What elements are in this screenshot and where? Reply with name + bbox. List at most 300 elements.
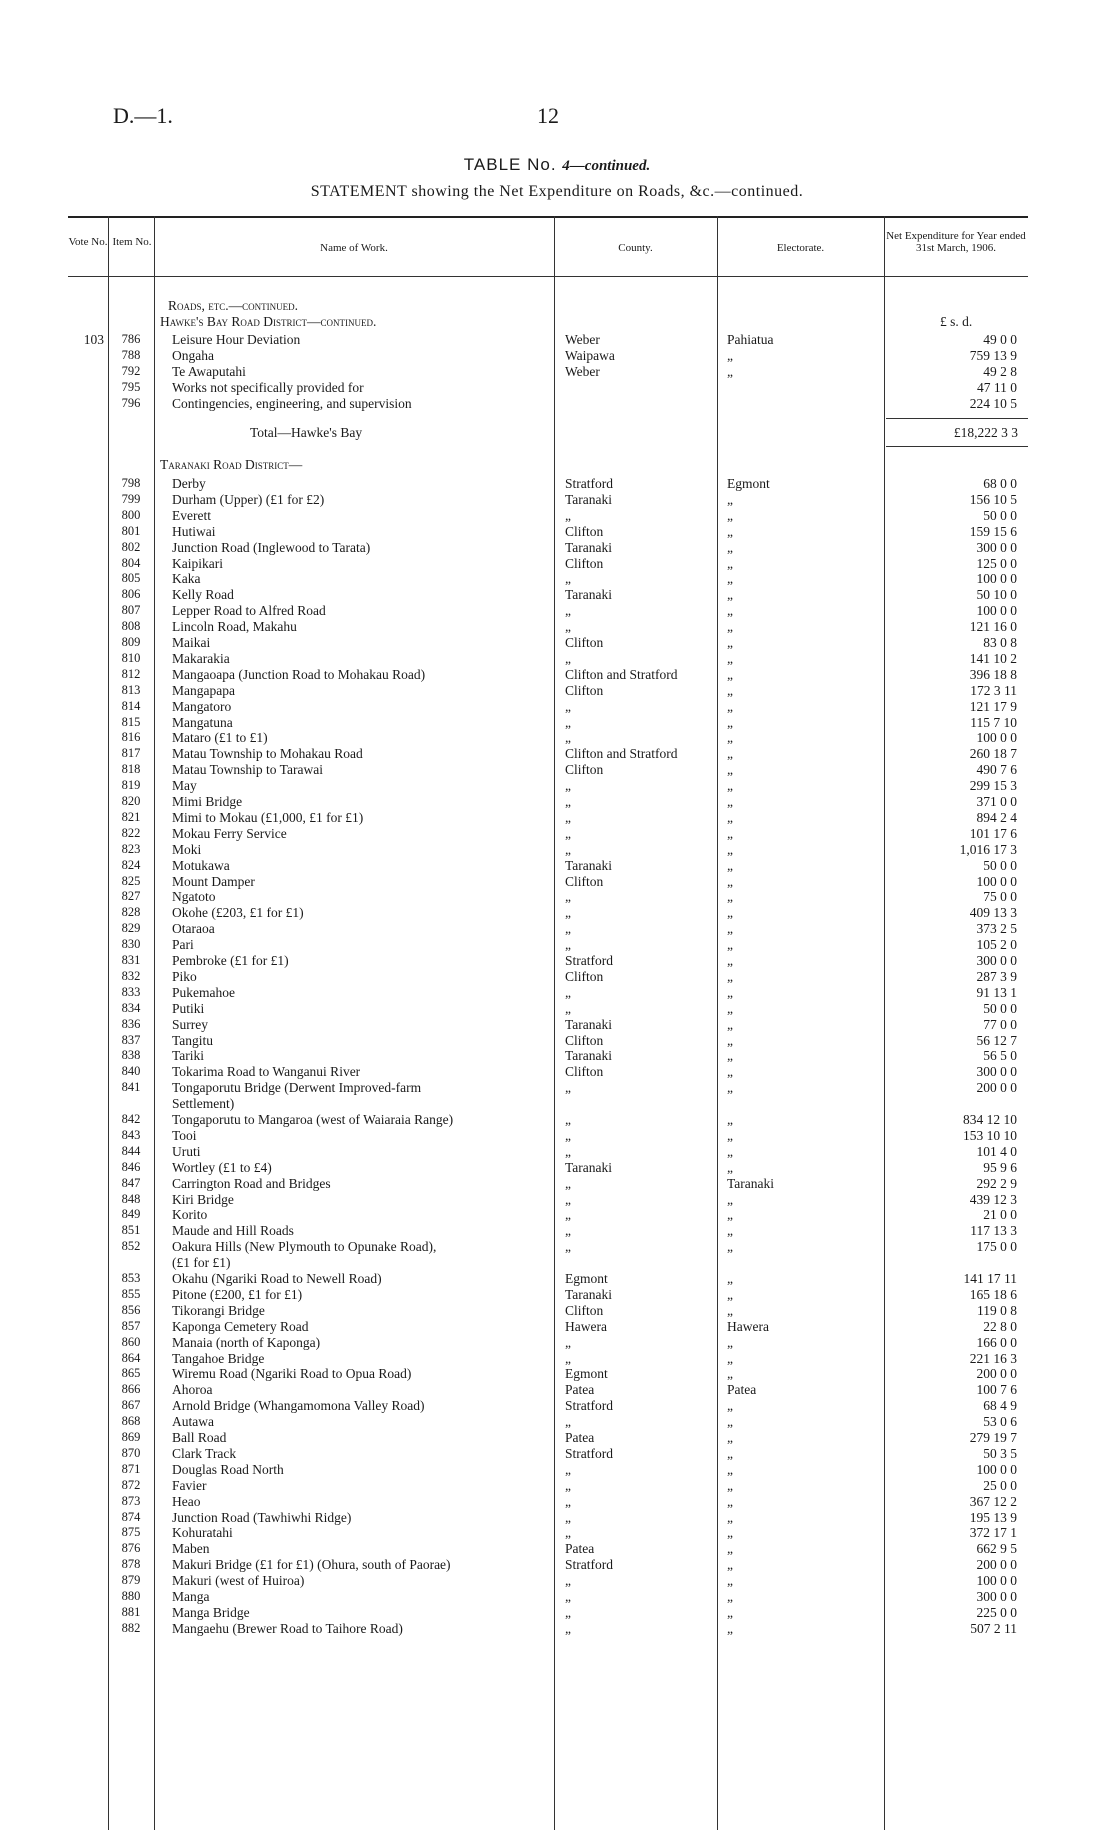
work-name: Douglas Road North (172, 1461, 284, 1477)
work-name: May (172, 778, 197, 794)
item-number: 816 (121, 730, 141, 745)
item-number: 812 (121, 666, 141, 681)
county: „ (565, 825, 571, 841)
work-name: Mataro (£1 to £1) (172, 730, 268, 746)
net-expenditure: 372 17 1 (969, 1525, 1017, 1541)
work-name: Kaponga Cemetery Road (172, 1318, 309, 1334)
county: „ (565, 1143, 571, 1159)
work-name: Ngatoto (172, 889, 216, 905)
work-name: Kiri Bridge (172, 1191, 234, 1207)
work-name: Mangatuna (172, 714, 233, 730)
county: Clifton (565, 523, 604, 539)
work-name: Makuri Bridge (£1 for £1) (Ohura, south of Paorae) (172, 1557, 451, 1573)
item-number: 823 (121, 841, 141, 856)
header-county: County. (618, 242, 653, 254)
county: Clifton and Stratford (565, 666, 678, 682)
work-name: Derby (172, 476, 206, 491)
electorate: „ (727, 809, 733, 825)
work-name: Lepper Road to Alfred Road (172, 603, 326, 619)
item-number: 792 (121, 363, 141, 378)
electorate: „ (727, 1557, 733, 1573)
county: „ (565, 778, 571, 794)
work-name: Works not specifically provided for (172, 379, 364, 395)
electorate: „ (727, 1430, 733, 1445)
net-expenditure: 91 13 1 (976, 984, 1017, 1000)
page-number: 12 (537, 103, 559, 128)
electorate: „ (727, 1159, 733, 1175)
item-number: 868 (121, 1414, 141, 1429)
work-name: Pukemahoe (172, 984, 235, 1000)
county: Stratford (565, 476, 613, 491)
item-number: 852 (121, 1239, 141, 1254)
work-name: Contingencies, engineering, and supervision (172, 395, 412, 411)
item-number: 846 (121, 1159, 141, 1174)
net-expenditure: 22 8 0 (983, 1318, 1017, 1334)
county: „ (565, 1620, 571, 1636)
work-name: Pembroke (£1 for £1) (172, 953, 289, 968)
electorate: „ (727, 1207, 733, 1223)
county: Clifton (565, 682, 604, 698)
item-number: 800 (121, 507, 141, 522)
net-expenditure: 490 7 6 (976, 762, 1017, 778)
item-number: 817 (121, 746, 141, 761)
net-expenditure: 50 3 5 (983, 1445, 1017, 1461)
net-expenditure: 141 17 11 (963, 1271, 1017, 1286)
net-expenditure: 77 0 0 (983, 1016, 1017, 1032)
electorate: „ (727, 1477, 733, 1493)
net-expenditure: 224 10 5 (969, 395, 1017, 411)
col-divider-item (154, 216, 155, 1830)
item-number: 805 (121, 571, 141, 586)
county: Weber (565, 332, 600, 347)
work-name: Tongaporutu to Mangaroa (west of Waiaraia Range) (172, 1112, 454, 1127)
work-name: Heao (172, 1493, 201, 1509)
net-expenditure: 100 0 0 (976, 730, 1017, 746)
work-name: Tooi (172, 1127, 197, 1143)
item-number: 844 (121, 1143, 141, 1158)
county: Clifton (565, 968, 604, 984)
col-divider-county (717, 216, 718, 1830)
item-number: 853 (121, 1271, 141, 1285)
work-name: Mount Damper (172, 873, 255, 889)
work-name: Makuri (west of Huiroa) (172, 1573, 305, 1589)
item-number: 809 (121, 635, 141, 649)
item-number: 872 (121, 1477, 141, 1492)
net-expenditure: 115 7 10 (970, 714, 1017, 730)
work-name: Putiki (172, 1000, 205, 1016)
hawkes-total-value: £18,222 3 3 (953, 425, 1018, 440)
county: „ (565, 730, 571, 746)
electorate: „ (727, 587, 733, 603)
item-number: 818 (121, 762, 141, 777)
net-expenditure: 49 0 0 (983, 332, 1017, 347)
net-expenditure: 49 2 8 (983, 363, 1017, 379)
work-name: Mangapapa (172, 682, 235, 698)
net-expenditure: 894 2 4 (976, 809, 1017, 825)
item-number: 867 (121, 1398, 141, 1413)
county: Stratford (565, 1445, 613, 1461)
work-name: Favier (172, 1477, 207, 1493)
county: Taranaki (565, 587, 613, 603)
net-expenditure: 175 0 0 (976, 1239, 1017, 1255)
item-number: 851 (121, 1223, 141, 1238)
item-number: 806 (121, 587, 141, 602)
item-number: 820 (121, 794, 141, 808)
electorate: „ (727, 1525, 733, 1541)
county: „ (565, 809, 571, 825)
net-expenditure: 125 0 0 (976, 555, 1017, 571)
work-name: Pitone (£200, £1 for £1) (172, 1286, 303, 1302)
county: „ (565, 1080, 571, 1096)
work-name: Tangahoe Bridge (172, 1350, 265, 1366)
item-number: 804 (121, 555, 141, 570)
net-expenditure: 159 15 6 (969, 523, 1017, 539)
total-rule (886, 446, 1028, 447)
net-expenditure: 260 18 7 (969, 746, 1017, 762)
work-name: Oakura Hills (New Plymouth to Opunake Road), (172, 1239, 437, 1255)
item-number: 841 (121, 1080, 141, 1095)
item-number: 821 (121, 809, 141, 824)
electorate: „ (727, 730, 733, 746)
county: „ (565, 905, 571, 921)
electorate: „ (727, 682, 733, 698)
electorate: „ (727, 857, 733, 873)
electorate: „ (727, 1080, 733, 1096)
net-expenditure: 56 12 7 (976, 1032, 1017, 1048)
electorate: „ (727, 523, 733, 539)
item-number: 828 (121, 905, 141, 920)
item-number: 864 (121, 1350, 141, 1365)
net-expenditure: 373 2 5 (976, 921, 1017, 937)
electorate: Pahiatua (727, 332, 774, 347)
electorate: „ (727, 1286, 733, 1302)
electorate: „ (727, 762, 733, 778)
county: „ (565, 650, 571, 666)
work-name: Junction Road (Inglewood to Tarata) (172, 539, 371, 555)
net-expenditure: 50 0 0 (983, 857, 1017, 873)
item-number: 881 (121, 1604, 141, 1619)
county: „ (565, 1223, 571, 1239)
section-taranaki: Taranaki Road District— (160, 457, 303, 472)
net-expenditure: 50 10 0 (976, 587, 1017, 603)
county: „ (565, 1477, 571, 1493)
item-number: 856 (121, 1302, 141, 1317)
item-number: 875 (121, 1525, 141, 1540)
work-name: Surrey (172, 1016, 208, 1032)
electorate: „ (727, 1302, 733, 1318)
net-expenditure: 100 0 0 (976, 1461, 1017, 1477)
item-number: 810 (121, 650, 141, 665)
electorate: „ (727, 635, 733, 650)
work-name: Matau Township to Tarawai (172, 762, 323, 778)
county: „ (565, 1112, 571, 1127)
electorate: „ (727, 650, 733, 666)
work-name: Korito (172, 1207, 208, 1223)
net-expenditure: 100 0 0 (976, 603, 1017, 619)
item-number: 830 (121, 937, 141, 952)
net-expenditure: 68 0 0 (983, 476, 1017, 491)
electorate: „ (727, 555, 733, 571)
work-name: Otaraoa (172, 921, 215, 937)
county: „ (565, 507, 571, 523)
work-name: Tangitu (172, 1032, 214, 1048)
county: Taranaki (565, 1159, 613, 1175)
work-name: Mangaehu (Brewer Road to Taihore Road) (172, 1620, 403, 1636)
county: Egmont (565, 1366, 608, 1382)
net-expenditure: 759 13 9 (969, 347, 1017, 363)
item-number: 824 (121, 857, 141, 872)
county: Clifton (565, 873, 604, 889)
item-number: 874 (121, 1509, 141, 1524)
net-expenditure: 200 0 0 (976, 1366, 1017, 1382)
work-name: Tongaporutu Bridge (Derwent Improved-farm (172, 1080, 422, 1096)
net-expenditure: 300 0 0 (976, 539, 1017, 555)
item-number: 834 (121, 1000, 141, 1015)
county: Waipawa (565, 347, 615, 363)
net-expenditure: 165 18 6 (969, 1286, 1017, 1302)
item-number: 849 (121, 1207, 141, 1222)
item-number: 802 (121, 539, 141, 554)
county: „ (565, 1239, 571, 1255)
work-name: Motukawa (172, 857, 230, 873)
item-number: 836 (121, 1016, 141, 1031)
electorate: Patea (727, 1382, 757, 1398)
table-title (0, 155, 1114, 175)
col-divider-name (554, 216, 555, 1830)
item-number: 838 (121, 1048, 141, 1063)
net-expenditure: 100 7 6 (976, 1382, 1017, 1398)
net-expenditure: 119 0 8 (977, 1302, 1017, 1318)
electorate: „ (727, 1573, 733, 1589)
item-number: 880 (121, 1589, 141, 1603)
county: Clifton (565, 555, 604, 571)
item-number: 833 (121, 984, 141, 999)
item-number: 842 (121, 1112, 141, 1126)
work-name: Mimi to Mokau (£1,000, £1 for £1) (172, 809, 364, 825)
electorate: „ (727, 1000, 733, 1016)
county: „ (565, 1207, 571, 1223)
county: „ (565, 1493, 571, 1509)
work-name: Maikai (172, 635, 211, 650)
work-name: Wiremu Road (Ngariki Road to Opua Road) (172, 1366, 412, 1382)
county: „ (565, 921, 571, 937)
electorate: „ (727, 571, 733, 587)
net-expenditure: 662 9 5 (976, 1541, 1017, 1557)
electorate: Egmont (727, 476, 770, 491)
county: „ (565, 1604, 571, 1620)
county: Patea (565, 1541, 595, 1557)
electorate: „ (727, 825, 733, 841)
electorate: „ (727, 1350, 733, 1366)
item-number: 795 (121, 379, 141, 394)
electorate: „ (727, 1032, 733, 1048)
item-number: 871 (121, 1461, 141, 1476)
work-name: Clark Track (172, 1445, 237, 1461)
county: Taranaki (565, 491, 613, 507)
county: Taranaki (565, 539, 613, 555)
electorate: „ (727, 1271, 733, 1286)
net-expenditure: 300 0 0 (976, 953, 1017, 968)
electorate: „ (727, 1461, 733, 1477)
electorate: „ (727, 1366, 733, 1382)
net-expenditure: 166 0 0 (976, 1334, 1017, 1350)
electorate: „ (727, 666, 733, 682)
electorate: „ (727, 539, 733, 555)
electorate: „ (727, 905, 733, 921)
item-number: 799 (121, 491, 141, 506)
item-number: 813 (121, 682, 141, 697)
item-number: 801 (121, 523, 141, 538)
electorate: „ (727, 921, 733, 937)
item-number: 808 (121, 619, 141, 634)
electorate: „ (727, 1604, 733, 1620)
electorate: „ (727, 1223, 733, 1239)
work-name: Uruti (172, 1143, 201, 1159)
county: „ (565, 1509, 571, 1525)
work-name: Kaipikari (172, 555, 223, 571)
electorate: „ (727, 1445, 733, 1461)
county: „ (565, 984, 571, 1000)
net-expenditure: 47 11 0 (977, 379, 1017, 395)
work-name: Wortley (£1 to £4) (172, 1159, 272, 1175)
work-name: Manga (172, 1589, 210, 1604)
work-name: Carrington Road and Bridges (172, 1175, 331, 1191)
net-expenditure: 121 16 0 (969, 619, 1017, 635)
net-expenditure: 300 0 0 (976, 1064, 1017, 1080)
electorate: „ (727, 363, 733, 379)
net-expenditure: 68 4 9 (983, 1398, 1017, 1414)
net-expenditure: 141 10 2 (969, 650, 1017, 666)
work-name: Manga Bridge (172, 1604, 250, 1620)
col-divider-vote (108, 216, 109, 1830)
net-expenditure: 225 0 0 (976, 1604, 1017, 1620)
item-number: 860 (121, 1334, 141, 1349)
county: Taranaki (565, 1016, 613, 1032)
electorate: „ (727, 1048, 733, 1064)
item-number: 879 (121, 1573, 141, 1588)
electorate: „ (727, 1493, 733, 1509)
net-expenditure: 21 0 0 (983, 1207, 1017, 1223)
work-name: Mangatoro (172, 698, 232, 714)
county: „ (565, 603, 571, 619)
electorate: „ (727, 714, 733, 730)
net-expenditure: 299 15 3 (969, 778, 1017, 794)
net-expenditure: 287 3 9 (976, 968, 1017, 984)
work-name: Arnold Bridge (Whangamomona Valley Road) (172, 1398, 425, 1414)
work-name: Matau Township to Mohakau Road (172, 746, 363, 762)
net-expenditure: 83 0 8 (983, 635, 1017, 650)
header-electorate: Electorate. (776, 242, 825, 254)
work-name: Makarakia (172, 650, 230, 666)
net-expenditure: 75 0 0 (983, 889, 1017, 905)
item-number: 822 (121, 825, 141, 840)
county: Egmont (565, 1271, 608, 1286)
item-number: 873 (121, 1493, 141, 1508)
item-number: 786 (121, 332, 141, 346)
statement-heading: STATEMENT showing the Net Expenditure on Roads, &c.—continued. (310, 183, 804, 200)
electorate: „ (727, 1191, 733, 1207)
electorate: „ (727, 507, 733, 523)
item-number: 796 (121, 395, 141, 410)
item-number: 855 (121, 1286, 141, 1301)
item-number: 807 (121, 603, 141, 618)
table-number: 4—continued. (562, 158, 651, 174)
item-number: 827 (121, 889, 141, 904)
county: „ (565, 619, 571, 635)
electorate: „ (727, 491, 733, 507)
electorate: „ (727, 1589, 733, 1604)
county: „ (565, 841, 571, 857)
county: Hawera (565, 1318, 607, 1334)
electorate: „ (727, 937, 733, 953)
county: „ (565, 1589, 571, 1604)
item-number: 878 (121, 1557, 141, 1572)
table-title-label: TABLE No. (463, 155, 557, 174)
item-number: 869 (121, 1430, 141, 1444)
county: „ (565, 1191, 571, 1207)
work-name: (£1 for £1) (172, 1255, 231, 1271)
net-expenditure: 100 0 0 (976, 873, 1017, 889)
county: Clifton (565, 1064, 604, 1080)
county: Weber (565, 363, 600, 379)
work-name: Piko (172, 968, 197, 984)
net-expenditure: 100 0 0 (976, 1573, 1017, 1589)
electorate: „ (727, 1541, 733, 1557)
item-number: 882 (121, 1620, 141, 1635)
work-name: Okohe (£203, £1 for £1) (172, 905, 304, 921)
county: „ (565, 889, 571, 905)
electorate: „ (727, 619, 733, 635)
item-number: 847 (121, 1175, 141, 1190)
electorate: „ (727, 1112, 733, 1127)
net-expenditure: 834 12 10 (963, 1112, 1017, 1127)
electorate: „ (727, 1239, 733, 1255)
electorate: „ (727, 1509, 733, 1525)
county: Taranaki (565, 1286, 613, 1302)
item-number: 832 (121, 968, 141, 983)
electorate: Hawera (727, 1318, 769, 1334)
county: „ (565, 698, 571, 714)
county: „ (565, 571, 571, 587)
electorate: „ (727, 1016, 733, 1032)
item-number: 829 (121, 921, 141, 936)
item-number: 866 (121, 1382, 141, 1397)
net-expenditure: 1,016 17 3 (959, 841, 1017, 857)
work-name: Manaia (north of Kaponga) (172, 1334, 321, 1350)
work-name: Moki (172, 841, 202, 857)
electorate: „ (727, 1143, 733, 1159)
work-name: Maben (172, 1541, 210, 1557)
work-name: Kaka (172, 571, 201, 587)
work-name: Te Awaputahi (172, 363, 246, 379)
item-number: 819 (121, 778, 141, 793)
net-expenditure: 101 4 0 (976, 1143, 1017, 1159)
work-name: Junction Road (Tawhiwhi Ridge) (172, 1509, 352, 1525)
vote-number: 103 (83, 332, 104, 347)
net-expenditure: 156 10 5 (969, 491, 1017, 507)
county: „ (565, 1350, 571, 1366)
county: Stratford (565, 1557, 613, 1573)
item-number: 825 (121, 873, 141, 888)
item-number: 870 (121, 1445, 141, 1460)
net-expenditure: 50 0 0 (983, 1000, 1017, 1016)
item-number: 798 (121, 476, 141, 490)
county: „ (565, 1334, 571, 1350)
county: „ (565, 1525, 571, 1541)
header-vote: Vote No. (68, 236, 108, 248)
county: Clifton and Stratford (565, 746, 678, 762)
document-reference: D.—1. (113, 103, 173, 128)
